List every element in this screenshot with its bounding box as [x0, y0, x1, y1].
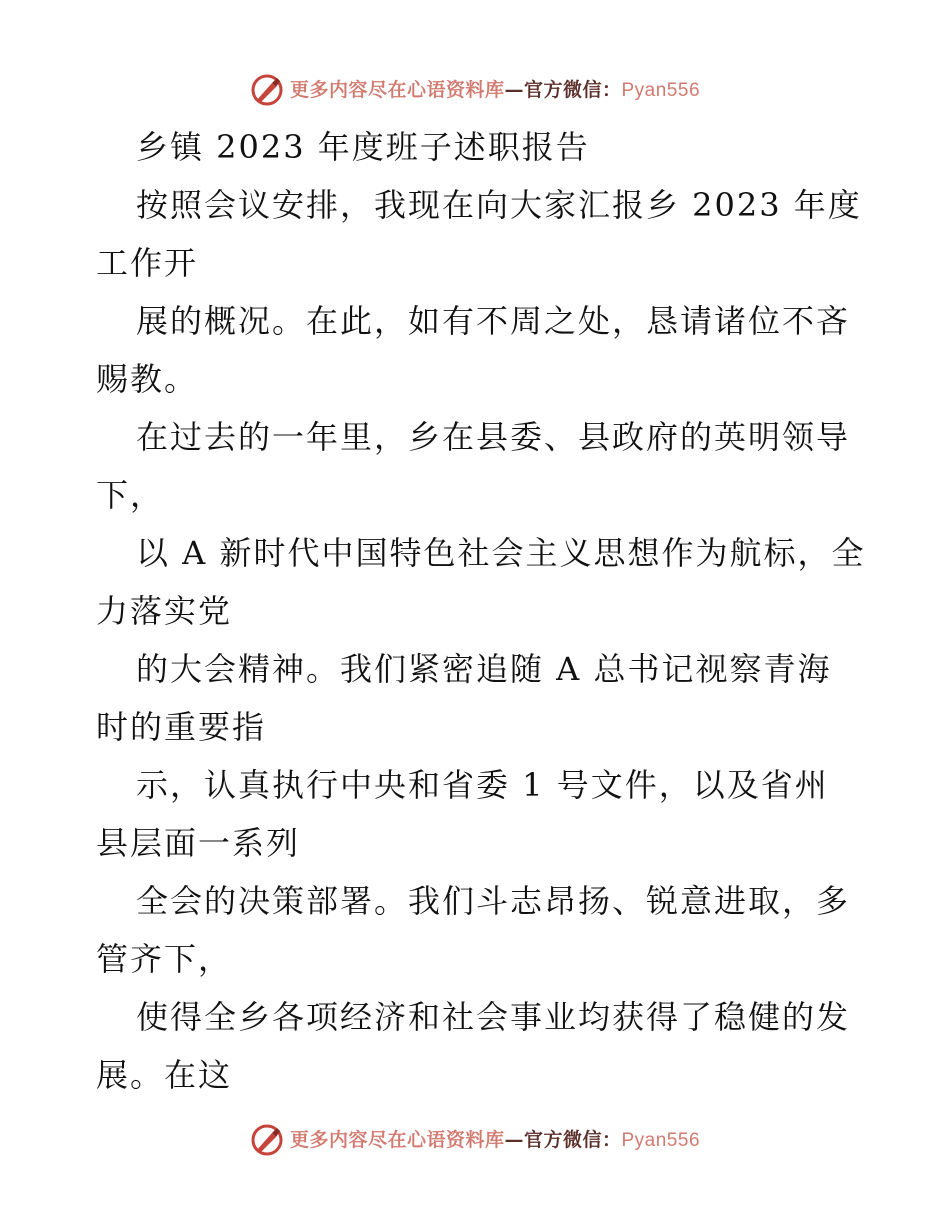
paragraph-line: 展的概况。在此，如有不周之处，恳请诸位不吝 [136, 302, 851, 340]
paragraph-line: 赐教。 [96, 360, 199, 398]
document-title: 乡镇 2023 年度班子述职报告 [136, 128, 590, 166]
watermark-site-name: 更多内容尽在心语资料库 [289, 78, 505, 101]
paragraph-line: 展。在这 [96, 1056, 233, 1094]
paragraph-line: 工作开 [96, 244, 199, 282]
paragraph-line: 时的重要指 [96, 708, 267, 746]
footer-watermark-banner [0, 1120, 950, 1160]
pen-logo-icon [250, 1123, 284, 1157]
watermark-site-name: 更多内容尽在心语资料库 [289, 1128, 505, 1151]
watermark-wechat-id: Pyan556 [621, 79, 701, 101]
header-watermark-banner [0, 70, 950, 110]
paragraph-line: 在过去的一年里，乡在县委、县政府的英明领导 [136, 418, 851, 456]
document-body [96, 118, 866, 1104]
watermark-wechat-label: —官方微信： [504, 78, 622, 101]
paragraph-line: 县层面一系列 [96, 824, 301, 862]
paragraph-line: 全会的决策部署。我们斗志昂扬、锐意进取，多 [136, 882, 851, 920]
paragraph-line: 力落实党 [96, 592, 233, 630]
paragraph-line: 使得全乡各项经济和社会事业均获得了稳健的发 [136, 998, 851, 1036]
watermark-wechat-label: —官方微信： [504, 1128, 622, 1151]
paragraph-line: 以 A 新时代中国特色社会主义思想作为航标，全 [136, 534, 866, 572]
watermark-text [289, 1128, 701, 1151]
paragraph-line: 按照会议安排，我现在向大家汇报乡 2023 年度 [136, 186, 862, 224]
watermark-text [289, 78, 701, 101]
paragraph-line: 的大会精神。我们紧密追随 A 总书记视察青海 [136, 650, 832, 688]
paragraph-line: 管齐下， [96, 940, 233, 978]
watermark-wechat-id: Pyan556 [621, 1129, 701, 1151]
pen-logo-icon [250, 73, 284, 107]
paragraph-line: 示，认真执行中央和省委 1 号文件，以及省州 [136, 766, 829, 804]
paragraph-line: 下， [96, 476, 165, 514]
